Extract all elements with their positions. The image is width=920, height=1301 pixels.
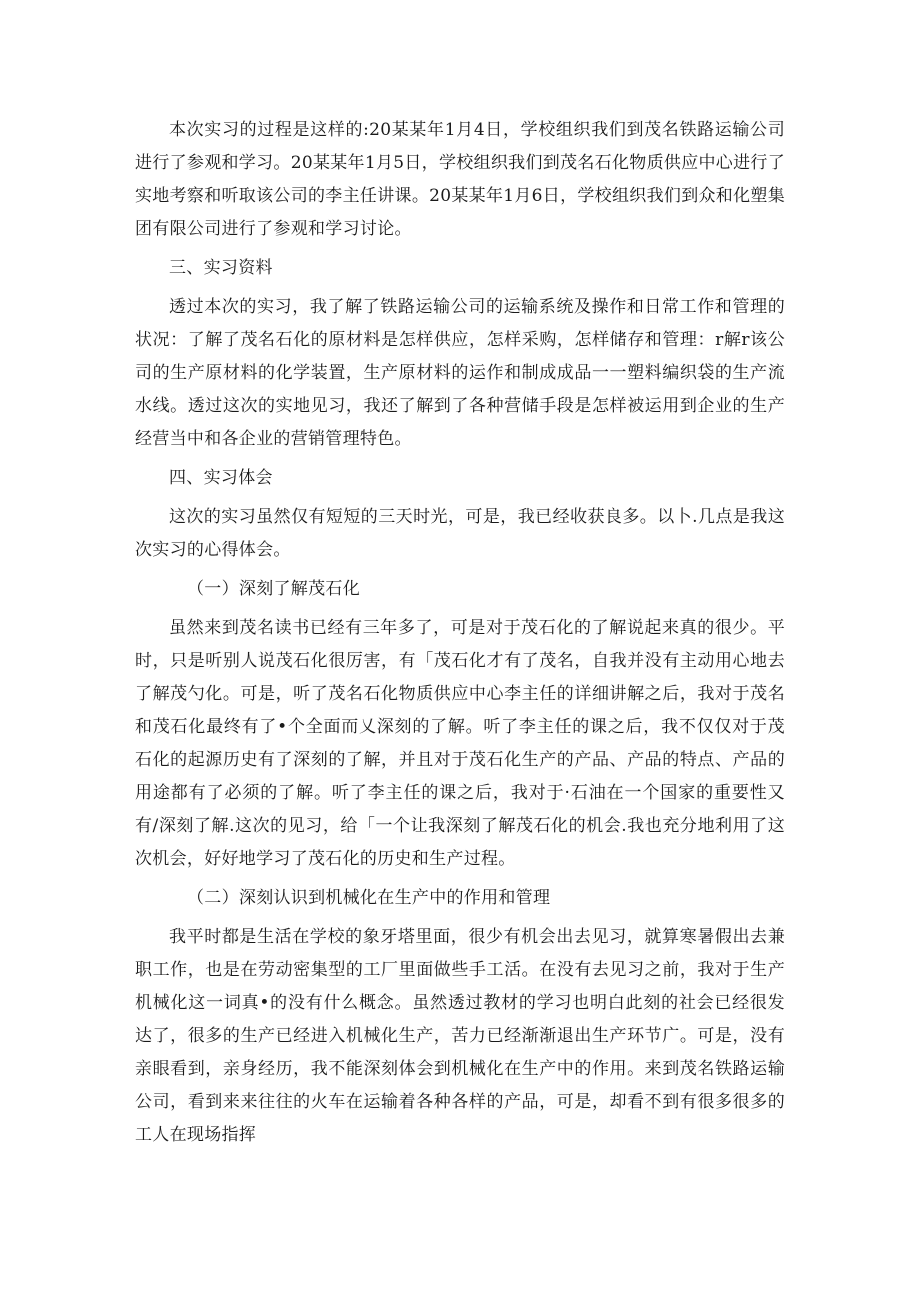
section-heading-internship-materials: 三、实习资料 xyxy=(169,258,273,278)
subheading-understand-maoming-petrochemical: （一）深刻了解茂石化 xyxy=(187,579,360,599)
subheading-mechanization: （二）深刻认识到机械化在生产中的作用和管理 xyxy=(187,888,551,908)
paragraph-experience-intro: 这次的实习虽然仅有短短的三天时光，可是，我已经收获良多。以卜.几点是我这次实习的心得体会。 xyxy=(135,507,785,560)
paragraph-maoming-petrochemical: 虽然来到茂名读书已经有三年多了，可是对于茂石化的了解说起来真的很少。平时，只是听别人说茂石化很厉害，有「茂石化才有了茂名，自我并没有主动用心地去了解茂勺化。可是，听了茂名石化物质供应中心李主任的详细讲解之后，我对于茂名和茂石化最终有了•个全面而乂深刻的了解。听了李主任的课之后，我不仅仅对于茂石化的起源历史有了深刻的了解，并且对于茂石化生产的产品、产品的特点、产品的用途都有了必须的了解。听了李主任的课之后，我对于·石油在一个国家的重要性又有/深刻了解.这次的见习，给「一个让我深刻了解茂石化的机会.我也充分地利用了这次机会，好好地学习了茂石化的历史和生产过程。 xyxy=(135,618,785,869)
paragraph-internship-materials: 透过本次的实习，我了解了铁路运输公司的运输系统及操作和日常工作和管理的状况：了解了茂名石化的原材料是怎样供应，怎样采购，怎样储存和管理：r解r该公司的生产原材料的化学装置，生产原材料的运作和制成成品一一塑料编织袋的生产流水线。透过这次的实地见习，我还了解到了各种营储手段是怎样被运用到企业的生产经营当中和各企业的营销管理特色。 xyxy=(135,297,785,449)
paragraph-internship-process: 本次实习的过程是这样的:20某某年1月4日，学校组织我们到茂名铁路运输公司进行了参观和学习。20某某年1月5日，学校组织我们到茂名石化物质供应中心进行了实地考察和听取该公司的李主任讲课。20某某年1月6日，学校组织我们到众和化塑集团有限公司进行了参观和学习讨论。 xyxy=(135,120,785,239)
document-page xyxy=(135,114,785,1158)
section-heading-internship-experience: 四、实习体会 xyxy=(169,468,273,488)
paragraph-mechanization: 我平时都是生活在学校的象牙塔里面，很少有机会出去见习，就算寒暑假出去兼职工作，也是在劳动密集型的工厂里面做些手工活。在没有去见习之前，我对于生产机械化这一词真•的没有什么概念。虽然透过教材的学习也明白此刻的社会已经很发达了，很多的生产已经进入机械化生产，苦力已经渐渐退出生产环节广。可是，没有亲眼看到，亲身经历，我不能深刻体会到机械化在生产中的作用。来到茂名铁路运输公司，看到来来往往的火车在运输着各种各样的产品，可是，却看不到有很多很多的工人在现场指挥 xyxy=(135,927,785,1145)
